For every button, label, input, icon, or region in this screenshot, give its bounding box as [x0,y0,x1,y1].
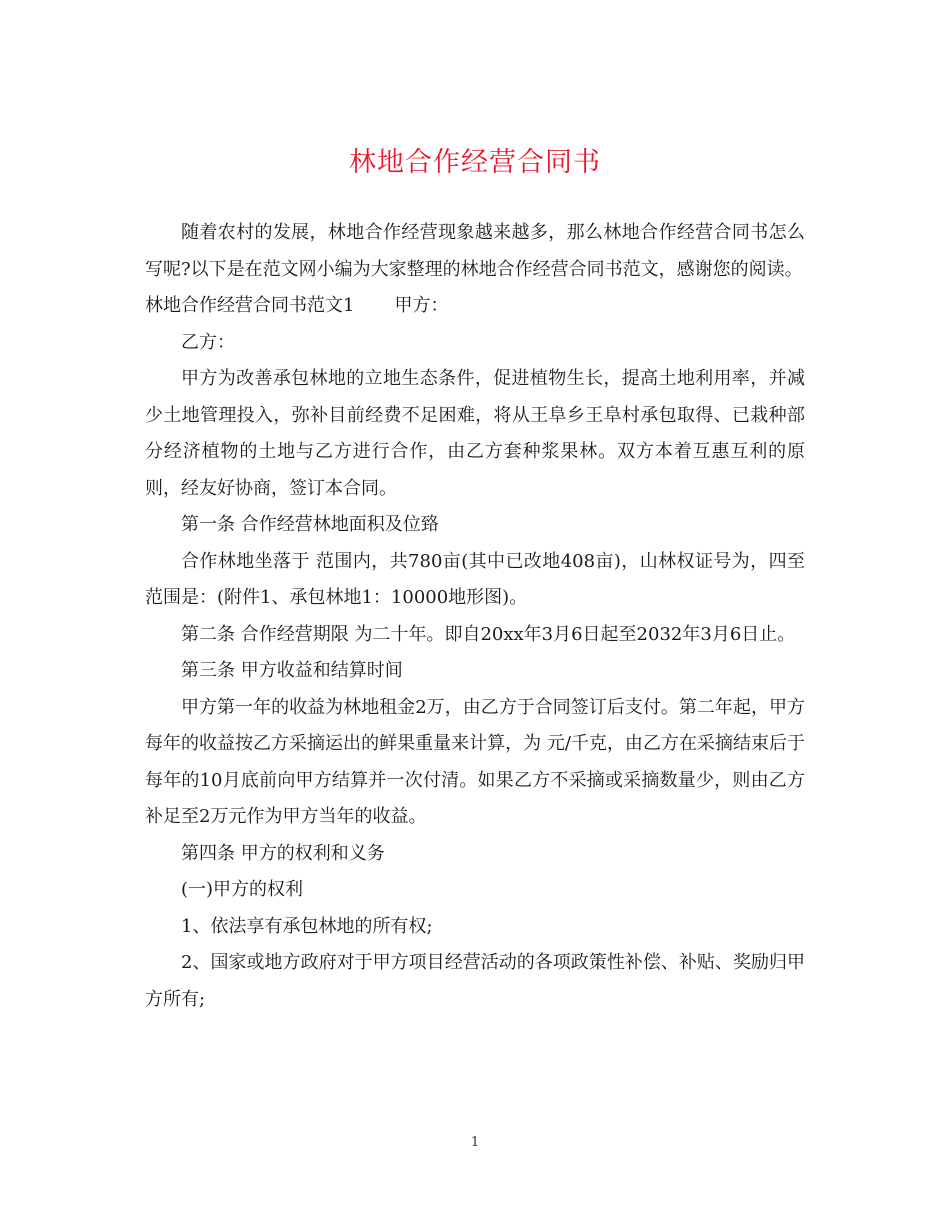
article-1-heading: 第一条 合作经营林地面积及位臵 [181,514,439,535]
party-b-label: 乙方： [181,331,235,353]
article-3-text: 甲方第一年的收益为林地租金2万，由乙方于合同签订后支付。第二年起，甲方每年的收益按乙方采摘运出的鲜果重量来计算，为 元/千克，由乙方在采摘结束后于每年的10月底前向甲方结算并一次付清。如果乙方不采摘或采摘数量少，则由乙方补足至2万元作为甲方当年的收益。 [145,696,805,827]
party-a-label: 甲方： [394,295,449,316]
article-3-heading: 第三条 甲方收益和结算时间 [181,660,403,681]
preamble-paragraph: 甲方为改善承包林地的立地生态条件，促进植物生长，提高土地利用率，并减少土地管理投入，弥补目前经费不足困难，将从王阜乡王阜村承包取得、已栽种部分经济植物的土地与乙方进行合作，由乙方套种浆果林。双方本着互惠互利的原则，经友好协商，签订本合同。 [145,368,805,499]
document-body [145,215,805,1018]
document-title: 林地合作经营合同书 [349,147,601,178]
article-4-item-2: 2、国家或地方政府对于甲方项目经营活动的各项政策性补偿、补贴、奖励归甲方所有; [145,952,805,1010]
article-4-heading: 第四条 甲方的权利和义务 [181,842,385,864]
article-2-text: 第二条 合作经营期限 为二十年。即自20xx年3月6日起至2032年3月6日止。 [181,623,796,645]
article-1-text: 合作林地坐落于 范围内，共780亩(其中已改地408亩)，山林权证号为，四至范围是：(附件1、承包林地1：10000地形图)。 [145,550,805,608]
sample-heading-line [145,288,805,325]
sample-title: 林地合作经营合同书范文1 [145,295,355,316]
page-number: 1 [470,1135,480,1150]
article-4-item-1: 1、依法享有承包林地的所有权; [181,915,433,937]
article-4-subheading: (一)甲方的权利 [181,879,304,900]
intro-paragraph: 随着农村的发展，林地合作经营现象越来越多，那么林地合作经营合同书怎么写呢?以下是在范文网小编为大家整理的林地合作经营合同书范文，感谢您的阅读。 [145,222,805,280]
